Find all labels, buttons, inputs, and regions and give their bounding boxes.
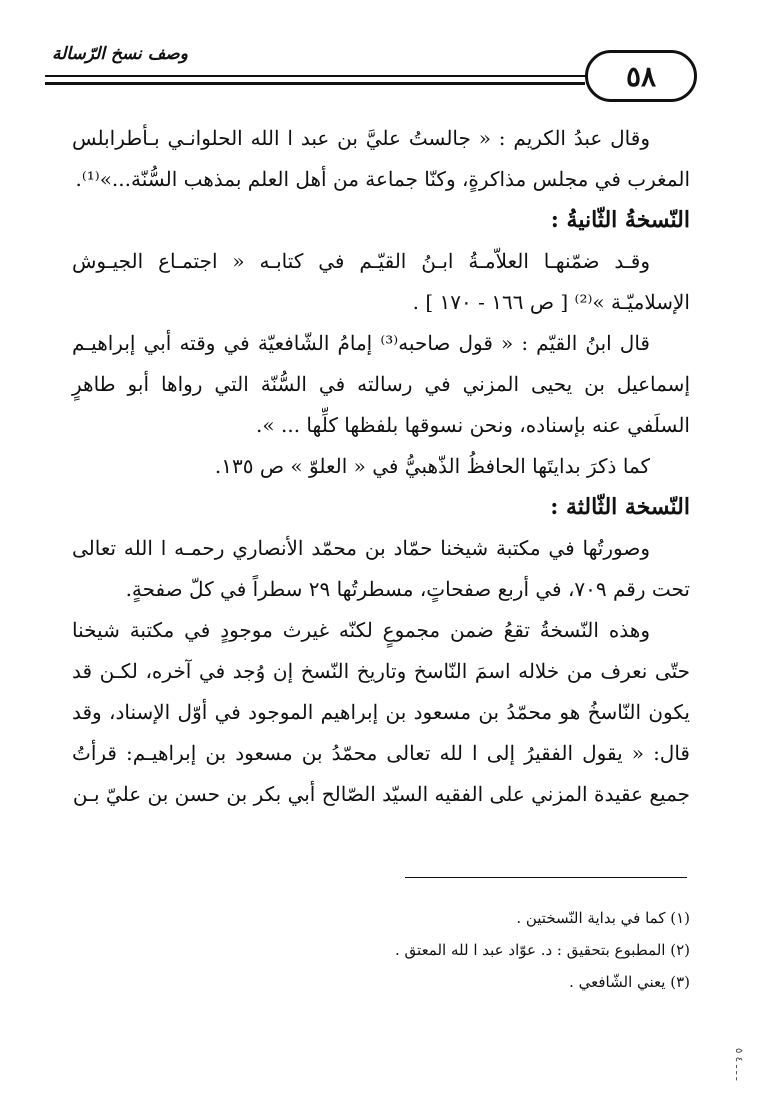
footnote-2: (٢) المطبوع بتحقيق : د. عوّاد عبد ا لله المعتق .: [395, 941, 690, 959]
footnote-1: (١) كما في بداية النّسختين .: [516, 909, 690, 927]
paragraph-3: قال ابنُ القيّم : « قول صاحبه⁽³⁾ إمامُ الشّافعيّة في وقته أبي إبراهيـم إسماعيل بن يحيى المزني في رسالته في السُّنّة التي رواها أبو طاهرٍ السلَفي عنه بإسناده، ونحن نسوقها بلفظها كلِّها ... ».: [72, 331, 690, 437]
heading-second-copy: النّسخةُ الثّانيةُ :: [550, 207, 690, 233]
paragraph-6: وهذه النّسخةُ تقعُ ضمن مجموعٍ لكنّه غيرث موجودٍ في مكتبة شيخنا حتّى نعرف من خلاله اسمَ النّاسخ وتاريخ النّسخ إن وُجد في آخره، لكـن قد يكون النّاسخُ هو محمّدُ بن مسعود بن إبراهيم الموجود في أوّل الإسناد، وقد قال: « يقول الفقيرُ إلى ا لله تعالى محمّدُ بن مسعود بن إبراهيـم: قرأتُ جميع عقيدة المزني على الفقيه السيّد الصّالح أبي بكر بن حسن بن عليّ بـن: [72, 618, 690, 806]
page-number: ٥٨: [625, 59, 657, 93]
running-title: وصف نسخ الرّسالة: [52, 44, 188, 64]
footnote-rule: [405, 877, 687, 878]
paragraph-4: كما ذكرَ بدايتَها الحافظُ الذّهبيُّ في « العلوّ » ص ١٣٥.: [214, 454, 650, 478]
header-rule-thick: [45, 82, 585, 85]
footnote-3: (٣) يعني الشّافعي .: [569, 973, 690, 991]
heading-third-copy: النّسخة الثّالثة :: [550, 494, 690, 520]
footnotes: [395, 902, 690, 998]
paragraph-2: وقـد ضمّنهـا العلاّمـةُ ابـنُ القيّـم في كتابـه « اجتمـاع الجيـوش الإسلاميّـة »⁽²⁾ [ ص ١٦٦ - ١٧٠ ] .: [72, 249, 690, 314]
paragraph-1: وقال عبدُ الكريم : « جالستُ عليَّ بن عبد ا الله الحلوانـي بـأطرابلس المغرب في مجلس مذاكرةٍ، وكنّا جماعة من أهل العلم بمذهب السُّنّة...»⁽¹⁾.: [72, 126, 690, 191]
body-text: [72, 118, 690, 815]
header-rule-thin: [45, 75, 585, 77]
page-number-badge: [585, 50, 697, 102]
paragraph-5: وصورتُها في مكتبة شيخنا حمّاد بن محمّد الأنصاري رحمـه ا الله تعالى تحت رقم ٧٠٩، في أربع صفحاتٍ، مسطرتُها ٢٩ سطراً في كلّ صفحةٍ.: [72, 536, 690, 601]
margin-marks: ـ ـ ـ ٤ ٥: [733, 1048, 744, 1081]
